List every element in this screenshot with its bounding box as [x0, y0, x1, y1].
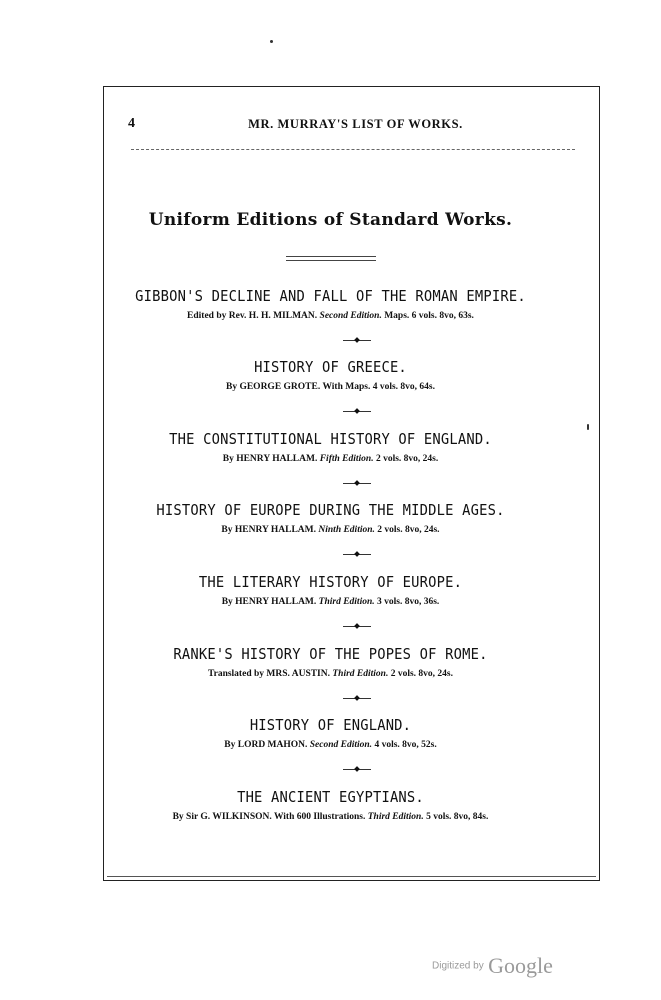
work-details: By Sir G. WILKINSON. With 600 Illustrations. Third Edition. 5 vols. 8vo, 84s.	[172, 812, 489, 822]
header-rule	[131, 149, 575, 150]
list-item	[0, 787, 661, 824]
ornament-divider	[343, 769, 371, 770]
google-watermark	[432, 953, 553, 979]
work-details: By HENRY HALLAM. Third Edition. 3 vols. 8vo, 36s.	[221, 597, 440, 607]
work-title: HISTORY OF ENGLAND.	[249, 716, 412, 734]
heading-double-rule	[286, 256, 376, 261]
running-head: MR. MURRAY'S LIST OF WORKS.	[248, 117, 463, 131]
list-item	[0, 357, 661, 394]
list-item	[0, 644, 661, 681]
work-details: By HENRY HALLAM. Ninth Edition. 2 vols. 8vo, 24s.	[221, 525, 440, 535]
google-logo: Google	[488, 953, 553, 978]
work-title: GIBBON'S DECLINE AND FALL OF THE ROMAN EMPIRE.	[135, 287, 526, 305]
ornament-divider	[343, 483, 371, 484]
work-title: THE LITERARY HISTORY OF EUROPE.	[198, 573, 463, 591]
work-title: RANKE'S HISTORY OF THE POPES OF ROME.	[173, 645, 488, 663]
work-details: By HENRY HALLAM. Fifth Edition. 2 vols. 8vo, 24s.	[222, 454, 439, 464]
work-details: Edited by Rev. H. H. MILMAN. Second Edition. Maps. 6 vols. 8vo, 63s.	[187, 311, 474, 321]
work-details: By LORD MAHON. Second Edition. 4 vols. 8vo, 52s.	[224, 740, 437, 750]
work-details: By GEORGE GROTE. With Maps. 4 vols. 8vo, 64s.	[226, 382, 435, 392]
list-item	[0, 286, 661, 323]
ornament-divider	[343, 698, 371, 699]
watermark-prefix: Digitized by	[432, 960, 484, 972]
page-number: 4	[128, 116, 135, 131]
ornament-divider	[343, 340, 371, 341]
list-item	[0, 429, 661, 466]
stray-mark	[270, 40, 273, 43]
ornament-divider	[343, 626, 371, 627]
work-title: THE CONSTITUTIONAL HISTORY OF ENGLAND.	[169, 430, 492, 448]
list-item	[0, 715, 661, 752]
work-title: HISTORY OF GREECE.	[254, 358, 407, 376]
work-details: Translated by MRS. AUSTIN. Third Edition. 2 vols. 8vo, 24s.	[207, 669, 454, 679]
work-title: HISTORY OF EUROPE DURING THE MIDDLE AGES.	[156, 501, 505, 519]
page-heading: Uniform Editions of Standard Works.	[148, 210, 513, 230]
ornament-divider	[343, 554, 371, 555]
ornament-divider	[343, 411, 371, 412]
work-title: THE ANCIENT EGYPTIANS.	[237, 788, 424, 806]
list-item	[0, 572, 661, 609]
list-item	[0, 500, 661, 537]
